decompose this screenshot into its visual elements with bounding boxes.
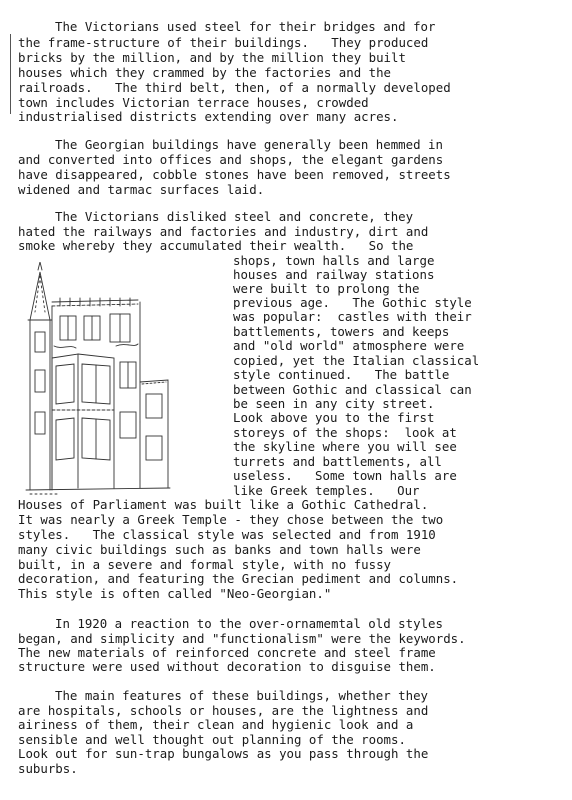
text-line: have disappeared, cobble stones have been removed, streets (18, 167, 451, 182)
text-line: styles. The classical style was selected and from 1910 (18, 527, 436, 542)
page-edge-mark (10, 34, 11, 114)
text-line: The new materials of reinforced concrete and steel frame (18, 645, 436, 660)
text-line: between Gothic and classical can (233, 382, 472, 397)
text-line: bricks by the million, and by the million they built (18, 50, 406, 65)
text-line: are hospitals, schools or houses, are the lightness and (18, 703, 429, 718)
text-line: hated the railways and factories and industry, dirt and (18, 224, 429, 239)
text-line: the skyline where you will see (233, 439, 457, 454)
text-line: The Victorians used steel for their bridges and for (55, 19, 436, 34)
text-line: houses which they crammed by the factories and the (18, 65, 391, 80)
text-line: The Victorians disliked steel and concrete, they (55, 209, 414, 224)
text-line: the frame-structure of their buildings. They produced (18, 35, 429, 50)
text-line: turrets and battlements, all (233, 454, 442, 469)
text-line: decoration, and featuring the Grecian pediment and columns. (18, 571, 459, 586)
text-line: style continued. The battle (233, 367, 450, 382)
victorian-building-sketch (18, 262, 223, 498)
text-line: Look above you to the first (233, 410, 435, 425)
text-line: like Greek temples. Our (233, 483, 420, 498)
text-line: railroads. The third belt, then, of a normally developed (18, 80, 451, 95)
text-line: many civic buildings such as banks and town halls were (18, 542, 421, 557)
text-line: In 1920 a reaction to the over-ornamemtal old styles (55, 616, 443, 631)
text-line: was popular: castles with their (233, 309, 472, 324)
text-line: copied, yet the Italian classical (233, 353, 480, 368)
text-line: built, in a severe and formal style, with no fussy (18, 557, 391, 572)
text-line: sensible and well thought out planning of the rooms. (18, 732, 406, 747)
text-line: shops, town halls and large (233, 253, 435, 268)
text-line: The Georgian buildings have generally been hemmed in (55, 137, 443, 152)
text-line: began, and simplicity and "functionalism" were the keywords. (18, 631, 466, 646)
text-line: suburbs. (18, 761, 78, 776)
text-line: previous age. The Gothic style (233, 295, 472, 310)
text-line: Houses of Parliament was built like a Gothic Cathedral. (18, 497, 429, 512)
text-line: be seen in any city street. (233, 396, 435, 411)
text-line: airiness of them, their clean and hygienic look and a (18, 717, 414, 732)
text-line: Look out for sun-trap bungalows as you pass through the (18, 746, 429, 761)
text-line: storeys of the shops: look at (233, 425, 457, 440)
text-line: town includes Victorian terrace houses, crowded (18, 95, 369, 110)
text-line: and "old world" atmosphere were (233, 338, 465, 353)
text-line: battlements, towers and keeps (233, 324, 450, 339)
text-line: and converted into offices and shops, the elegant gardens (18, 152, 444, 167)
text-line: smoke whereby they accumulated their wealth. So the (18, 238, 414, 253)
text-line: houses and railway stations (233, 267, 435, 282)
text-line: It was nearly a Greek Temple - they chose between the two (18, 512, 444, 527)
text-line: structure were used without decoration to disguise them. (18, 659, 436, 674)
text-line: industrialised districts extending over many acres. (18, 109, 399, 124)
text-line: widened and tarmac surfaces laid. (18, 182, 265, 197)
text-line: This style is often called "Neo-Georgian." (18, 586, 332, 601)
text-line: useless. Some town halls are (233, 468, 457, 483)
text-line: were built to prolong the (233, 281, 420, 296)
text-line: The main features of these buildings, whether they (55, 688, 428, 703)
